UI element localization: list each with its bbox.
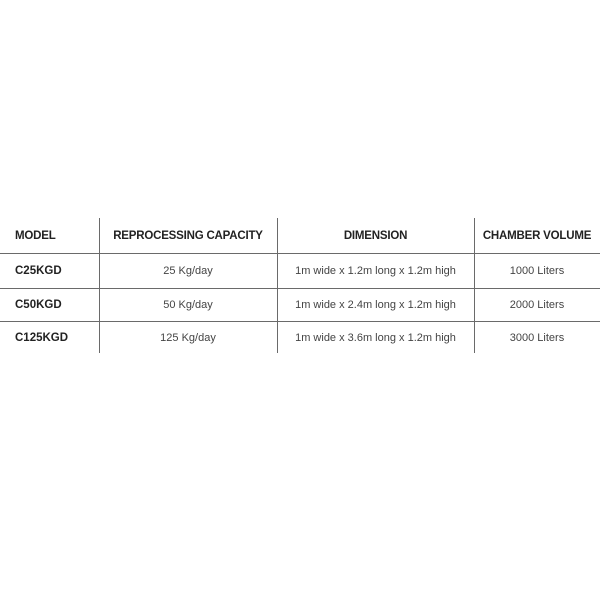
dimension-cell: 1m wide x 3.6m long x 1.2m high bbox=[295, 331, 456, 344]
table-row bbox=[0, 289, 600, 322]
table-row bbox=[0, 322, 600, 353]
header-model: MODEL bbox=[15, 229, 56, 242]
model-cell: C25KGD bbox=[15, 265, 62, 277]
table-header-row bbox=[0, 218, 600, 254]
specification-table bbox=[0, 218, 600, 353]
volume-cell: 2000 Liters bbox=[509, 299, 565, 311]
dimension-cell: 1m wide x 2.4m long x 1.2m high bbox=[295, 299, 456, 311]
dimension-cell: 1m wide x 1.2m long x 1.2m high bbox=[295, 265, 456, 277]
model-cell: C125KGD bbox=[15, 331, 69, 344]
header-dimension: DIMENSION bbox=[343, 229, 408, 242]
capacity-cell: 125 Kg/day bbox=[160, 331, 216, 344]
table-row bbox=[0, 254, 600, 289]
model-cell: C50KGD bbox=[15, 299, 62, 311]
header-chamber-volume: CHAMBER VOLUME bbox=[482, 229, 592, 242]
capacity-cell: 25 Kg/day bbox=[163, 265, 213, 277]
volume-cell: 1000 Liters bbox=[509, 265, 565, 277]
header-reprocessing-capacity: REPROCESSING CAPACITY bbox=[113, 229, 263, 242]
volume-cell: 3000 Liters bbox=[509, 331, 565, 344]
capacity-cell: 50 Kg/day bbox=[163, 299, 213, 311]
